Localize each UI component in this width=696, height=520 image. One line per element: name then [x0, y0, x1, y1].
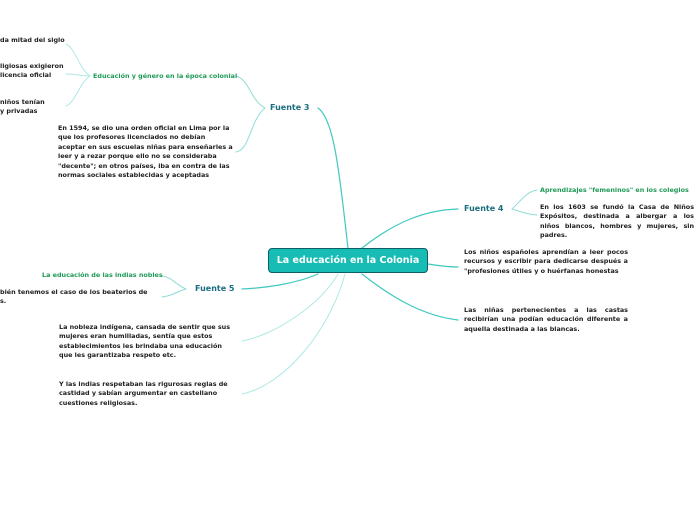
- fuente3-fragment-2: ligiosas exigieron licencia oficial: [0, 62, 64, 80]
- connector-root-f5-note1: [242, 274, 338, 341]
- fuente5-topic[interactable]: La educación de las indias nobles: [42, 271, 163, 279]
- connector-root-f5-note2: [242, 274, 345, 394]
- connector-root-fuente3: [318, 108, 348, 248]
- fuente4-note-2: Los niños españoles aprendían a leer pocos recursos y escribir para dedicarse después a "profesiones útiles y o huérfanas honestas: [464, 248, 628, 275]
- fuente3-note: En 1594, se dio una orden oficial en Lima por la que los profesores licenciados no debían aceptar en sus escuelas niñas para enseñarles a leer y a rezar porque ello no se consideraba "decente"; en otros países, iba en contra de las normas sociales establecidas y aceptadas: [58, 124, 233, 180]
- connector-f3-note: [236, 108, 265, 152]
- connector-f3-topic: [236, 76, 265, 108]
- connector-f5-topic: [162, 276, 186, 289]
- connector-f4-note1: [512, 209, 537, 215]
- fuente3-fragment-1: da mitad del siglo: [0, 36, 65, 44]
- connector-root-f4-note3: [362, 274, 458, 320]
- fuente4-topic[interactable]: Aprendizajes "femeninos" en los colegios: [540, 186, 689, 194]
- fuente4-node[interactable]: Fuente 4: [464, 204, 504, 213]
- fuente4-note-3: Las niñas pertenecientes a las castas recibirían una podían educación diferente a aquella destinada a las blancas.: [464, 306, 628, 333]
- fuente5-fragment-1: bién tenemos el caso de los beaterios de s.: [0, 288, 148, 306]
- fuente5-note-1: La nobleza indígena, cansada de sentir que sus mujeres eran humilladas, sentía que estos establecimientos les brindaba una educación que les garantizaba respeto etc.: [59, 323, 230, 360]
- fuente3-node[interactable]: Fuente 3: [270, 103, 310, 112]
- connector-f4-topic: [512, 190, 537, 209]
- connector-root-fuente4: [362, 209, 458, 248]
- fuente3-fragment-3: niños tenían y privadas: [0, 98, 45, 116]
- connector-root-f4-note2: [428, 264, 458, 267]
- root-node[interactable]: La educación en la Colonia: [268, 248, 428, 273]
- fuente4-note-1: En los 1603 se fundó la Casa de Niños Expósitos, destinada a albergar a los niños blancos, hombres y mujeres, sin padres.: [540, 203, 694, 240]
- fuente3-topic[interactable]: Educación y género en la época colonial: [93, 72, 238, 80]
- fuente5-note-2: Y las indias respetaban las rigurosas reglas de castidad y sabían argumentar en castellano cuestiones religiosas.: [59, 380, 228, 407]
- fuente5-node[interactable]: Fuente 5: [195, 284, 235, 293]
- connector-f5-frag1: [162, 289, 186, 297]
- connector-root-fuente5: [242, 274, 318, 289]
